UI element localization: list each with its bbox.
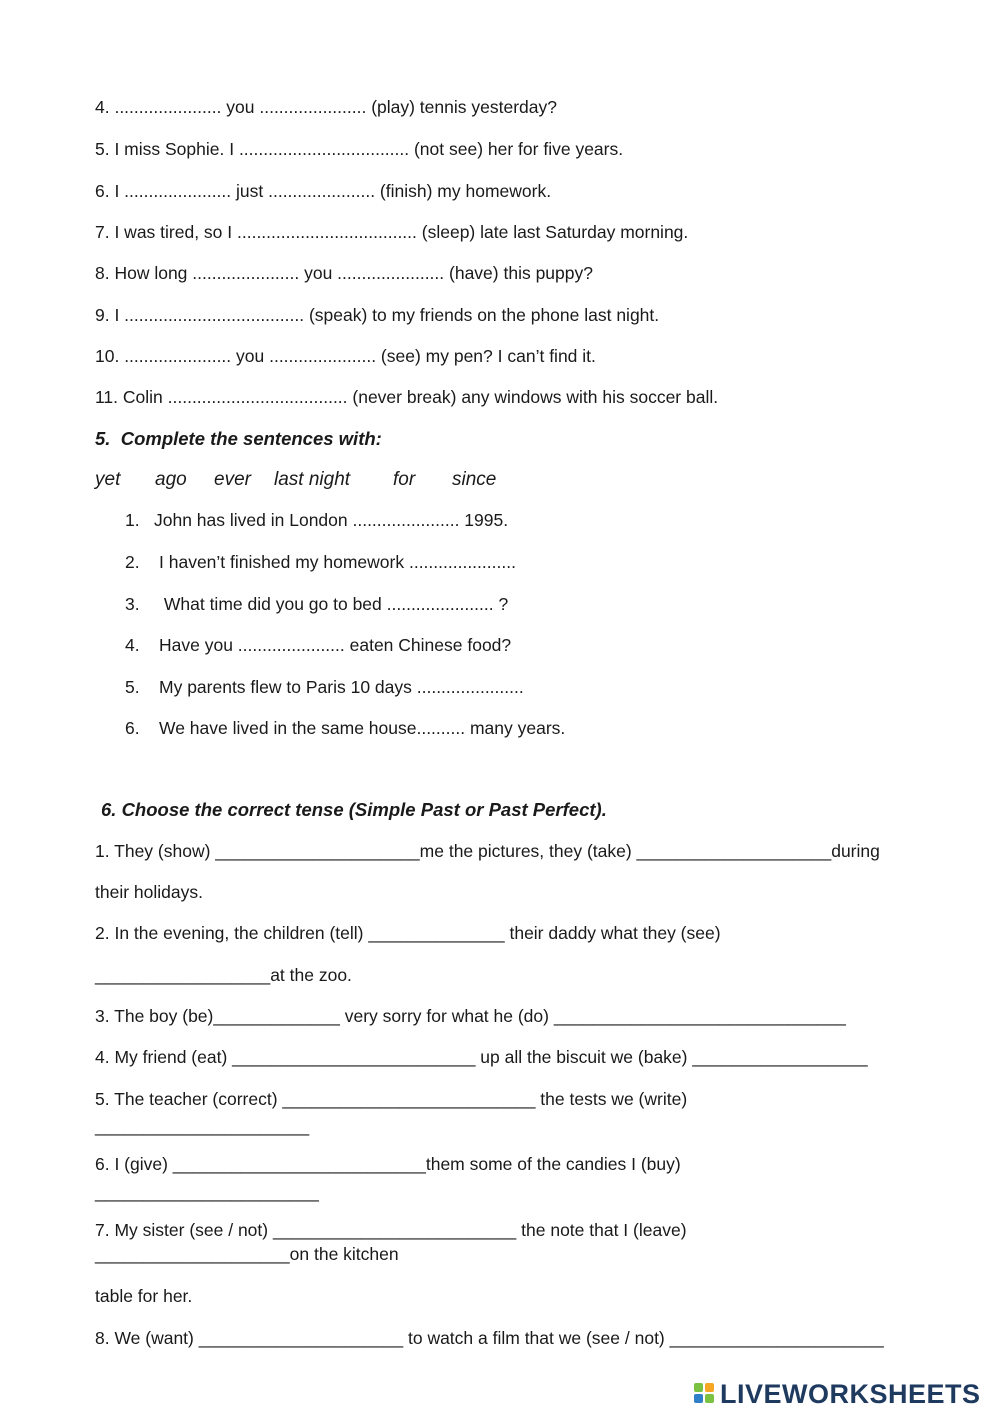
exercise-line: 3. The boy (be)_____________ very sorry for what he (do) ______________________________ [95,1006,846,1026]
exercise-line: 10. ...................... you ...................... (see) my pen? I can’t find it. [95,346,596,366]
word-bank-item: yet [95,469,121,490]
list-number: 5. [125,677,140,697]
exercise-line: 4. ...................... you ...................... (play) tennis yesterday? [95,97,557,117]
exercise-line: ____________________on the kitchen [95,1244,399,1264]
logo-text: LIVEWORKSHEETS [720,1378,981,1409]
exercise-line: their holidays. [95,882,203,902]
list-text: Have you ...................... eaten Chinese food? [159,635,512,655]
list-item [125,717,566,783]
word-bank-item: ever [214,469,251,490]
section-heading: 5. Complete the sentences with: [95,428,382,449]
list-number: 6. [125,718,140,738]
word-bank-item: for [393,469,416,490]
exercise-line: 6. I (give) __________________________them some of the candies I (buy) [95,1154,681,1174]
exercise-line: 8. How long ...................... you ...................... (have) this puppy? [95,263,593,283]
word-bank-item: last night [274,469,351,490]
exercise-line: 5. The teacher (correct) __________________________ the tests we (write) [95,1089,688,1109]
list-number: 4. [125,635,140,655]
exercise-line: 7. My sister (see / not) _________________________ the note that I (leave) [95,1220,687,1240]
liveworksheets-logo[interactable] [694,1378,981,1410]
list-text: John has lived in London ...................... 1995. [154,510,509,530]
exercise-line: _______________________ [95,1182,319,1202]
word-bank-item: since [452,469,497,490]
list-text: What time did you go to bed ...................... ? [159,594,509,614]
section-heading: 6. Choose the correct tense (Simple Past or Past Perfect). [101,799,607,820]
exercise-line: 6. I ...................... just ...................... (finish) my homework. [95,181,552,201]
exercise-line: __________________at the zoo. [95,965,352,985]
list-text: We have lived in the same house.......... many years. [159,718,566,738]
list-number: 3. [125,594,140,614]
exercise-line: 2. In the evening, the children (tell) ______________ their daddy what they (see) [95,923,721,943]
list-text: My parents flew to Paris 10 days ...................... [159,677,524,697]
exercise-line: 4. My friend (eat) _________________________ up all the biscuit we (bake) __________________ [95,1047,868,1067]
exercise-line: table for her. [95,1286,193,1306]
word-bank-item: ago [155,469,187,490]
list-text: I haven’t finished my homework ...................... [159,552,516,572]
exercise-line: 5. I miss Sophie. I ................................... (not see) her for five years. [95,139,624,159]
exercise-line: 11. Colin ..................................... (never break) any windows with his soccer ball. [95,387,719,407]
exercise-line: 7. I was tired, so I ..................................... (sleep) late last Saturday morning. [95,222,689,242]
list-number: 2. [125,552,140,572]
exercise-line: 1. They (show) _____________________me the pictures, they (take) ____________________during [95,841,880,861]
exercise-line: 9. I ..................................... (speak) to my friends on the phone last night. [95,305,660,325]
exercise-line: ______________________ [95,1116,310,1136]
list-number: 1. [125,510,140,530]
liveworksheets-logo-icon [694,1381,716,1407]
exercise-line: 8. We (want) _____________________ to watch a film that we (see / not) ______________________ [95,1328,884,1348]
